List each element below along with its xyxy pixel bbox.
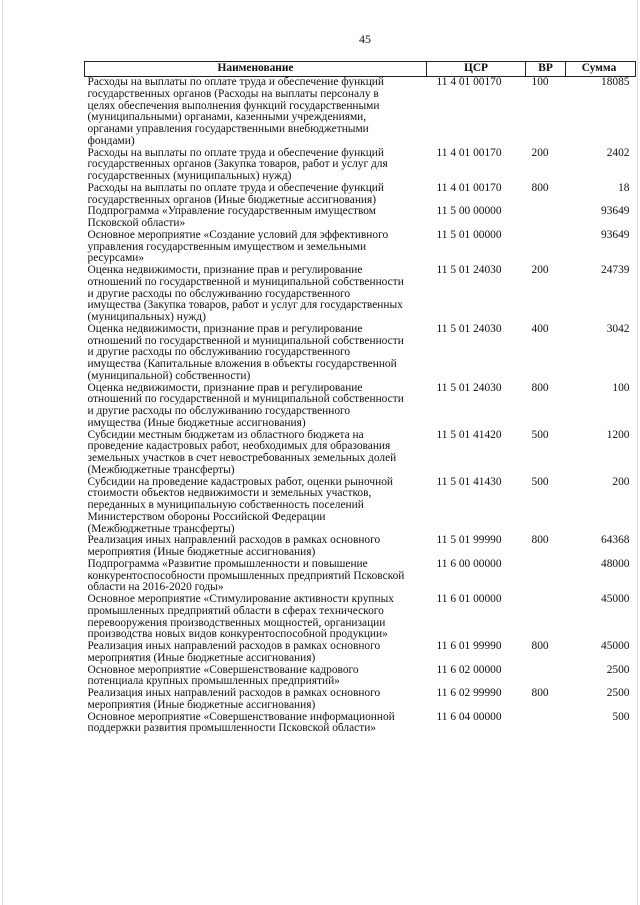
- cell-sum: 200: [612, 475, 630, 488]
- cell-name: Субсидии местным бюджетам из областного бюджета на проведение кадастровых работ, необходимых для образования земельных участков в счет невостребованных земельных долей (Межбюджетные трансферты): [87, 428, 397, 476]
- header-vr: ВР: [526, 62, 566, 77]
- cell-sum: 45000: [601, 640, 630, 652]
- table-row: [85, 206, 636, 230]
- cell-vr: [526, 559, 566, 594]
- table-row: [85, 383, 636, 430]
- cell-vr: [526, 594, 566, 641]
- cell-csr: 11 6 02 99990: [436, 687, 502, 699]
- cell-sum: 18085: [601, 76, 630, 88]
- scan-edge-left: [2, 0, 3, 905]
- cell-sum: 3042: [606, 322, 630, 335]
- cell-csr: 11 5 01 24030: [436, 322, 502, 335]
- cell-csr: 11 5 01 00000: [436, 228, 502, 241]
- cell-vr: 200: [531, 264, 549, 276]
- cell-csr: 11 6 00 00000: [436, 557, 502, 570]
- table-row: [85, 77, 636, 148]
- table-row: [85, 665, 636, 689]
- table-row: [85, 230, 636, 265]
- header-csr: ЦСР: [427, 62, 526, 77]
- cell-csr: 11 4 01 00170: [436, 146, 502, 159]
- cell-sum: 2500: [606, 663, 630, 676]
- table-row: [85, 594, 636, 641]
- cell-csr: 11 5 01 99990: [436, 534, 502, 547]
- header-name: Наименование: [85, 62, 427, 77]
- table-row: [85, 265, 636, 324]
- cell-name: Основное мероприятие «Создание условий для эффективного управления государственным имуществом и земельными ресурсами»: [87, 228, 389, 265]
- cell-vr: 500: [531, 475, 549, 488]
- cell-vr: [526, 230, 566, 265]
- cell-vr: 500: [531, 428, 549, 441]
- table-row: [85, 535, 636, 559]
- table-row: [85, 688, 636, 712]
- cell-name: Реализация иных направлений расходов в рамках основного мероприятия (Иные бюджетные ассигнования): [87, 687, 381, 711]
- cell-csr: 11 4 01 00170: [436, 181, 502, 194]
- cell-name: Расходы на выплаты по оплате труда и обеспечение функций государственных органов (Иные бюджетные ассигнования): [87, 181, 384, 206]
- cell-csr: 11 6 04 00000: [436, 710, 502, 723]
- cell-csr: 11 5 01 24030: [436, 264, 502, 276]
- cell-name: Основное мероприятие «Совершенствование кадрового потенциала крупных промышленных предприятий»: [87, 663, 359, 688]
- cell-sum: 24739: [601, 264, 630, 276]
- cell-name: Реализация иных направлений расходов в рамках основного мероприятия (Иные бюджетные ассигнования): [87, 534, 381, 558]
- cell-name: Подпрограмма «Развитие промышленности и повышение конкурентоспособности промышленных предприятий Псковской области на 2016-2020 годы»: [87, 557, 405, 594]
- cell-csr: 11 5 00 00000: [436, 205, 502, 218]
- cell-csr: 11 6 01 00000: [436, 593, 502, 605]
- cell-vr: [526, 665, 566, 689]
- cell-name: Оценка недвижимости, признание прав и регулирование отношений по государственной и муниципальной собственности и другие расходы по обслуживанию государственного имущества (Капитальные вложения в объекты государственной (муниципальной) собственности): [87, 322, 404, 382]
- cell-vr: [526, 206, 566, 230]
- cell-vr: 400: [531, 322, 549, 335]
- cell-vr: [526, 712, 566, 736]
- table-row: [85, 559, 636, 594]
- budget-table: [84, 61, 636, 735]
- page-number: 45: [359, 32, 371, 46]
- cell-sum: 500: [612, 710, 630, 723]
- cell-sum: 2402: [606, 146, 630, 159]
- cell-sum: 64368: [601, 534, 630, 547]
- cell-vr: 100: [531, 76, 549, 88]
- cell-vr: 800: [531, 687, 549, 699]
- cell-sum: 93649: [601, 228, 630, 241]
- table-row: [85, 641, 636, 665]
- table-row: [85, 324, 636, 383]
- cell-sum: 1200: [606, 428, 630, 441]
- cell-csr: 11 6 02 00000: [436, 663, 502, 676]
- cell-name: Расходы на выплаты по оплате труда и обеспечение функций государственных органов (Закупка товаров, работ и услуг для государственных (муниципальных) нужд): [87, 146, 388, 182]
- table-row: [85, 712, 636, 736]
- cell-name: Основное мероприятие «Стимулирование активности крупных промышленных предприятий области в сферах технического перевооружения производственных мощностей, организации производства новых видов конкурентоспособной продукции»: [87, 593, 394, 641]
- cell-csr: 11 4 01 00170: [436, 76, 502, 88]
- table-header-row: [85, 62, 636, 77]
- cell-name: Оценка недвижимости, признание прав и регулирование отношений по государственной и муниципальной собственности и другие расходы по обслуживанию государственного имущества (Закупка товаров, работ и услуг для государственных (муниципальных) нужд): [87, 264, 404, 323]
- cell-name: Оценка недвижимости, признание прав и регулирование отношений по государственной и муниципальной собственности и другие расходы по обслуживанию государственного имущества (Иные бюджетные ассигнования): [87, 381, 404, 429]
- cell-sum: 100: [612, 381, 630, 394]
- cell-sum: 93649: [601, 205, 630, 218]
- cell-csr: 11 5 01 24030: [436, 381, 502, 394]
- cell-vr: 200: [531, 146, 549, 159]
- cell-name: Субсидии на проведение кадастровых работ, оценки рыночной стоимости объектов недвижимости и земельных участков, переданных в муниципальную собственность поселений Министерством обороны Российской Федерации (Межбюджетные трансферты): [87, 475, 393, 535]
- cell-csr: 11 5 01 41420: [436, 428, 502, 441]
- cell-sum: 45000: [601, 593, 630, 605]
- cell-name: Подпрограмма «Управление государственным имуществом Псковской области»: [87, 205, 376, 229]
- table-row: [85, 183, 636, 207]
- cell-name: Реализация иных направлений расходов в рамках основного мероприятия (Иные бюджетные ассигнования): [87, 640, 381, 664]
- header-sum: Сумма: [566, 62, 636, 77]
- cell-vr: 800: [531, 381, 549, 394]
- cell-name: Расходы на выплаты по оплате труда и обеспечение функций государственных органов (Расходы на выплаты персоналу в целях обеспечения выполнения функций государственными (муниципальными) органами, казенными учреждениями, органами управления государственными внебюджетными фондами): [87, 76, 384, 147]
- cell-sum: 2500: [606, 687, 630, 699]
- cell-vr: 800: [531, 534, 549, 547]
- cell-vr: 800: [531, 181, 549, 194]
- table-row: [85, 430, 636, 477]
- cell-sum: 18: [618, 181, 630, 194]
- cell-vr: 800: [531, 640, 549, 652]
- table-row: [85, 148, 636, 183]
- cell-sum: 48000: [601, 557, 630, 570]
- cell-name: Основное мероприятие «Совершенствование информационной поддержки развития промышленности Псковской области»: [87, 710, 395, 735]
- table-row: [85, 477, 636, 536]
- cell-csr: 11 6 01 99990: [436, 640, 502, 652]
- cell-csr: 11 5 01 41430: [436, 475, 502, 488]
- scan-edge-right: [637, 0, 638, 905]
